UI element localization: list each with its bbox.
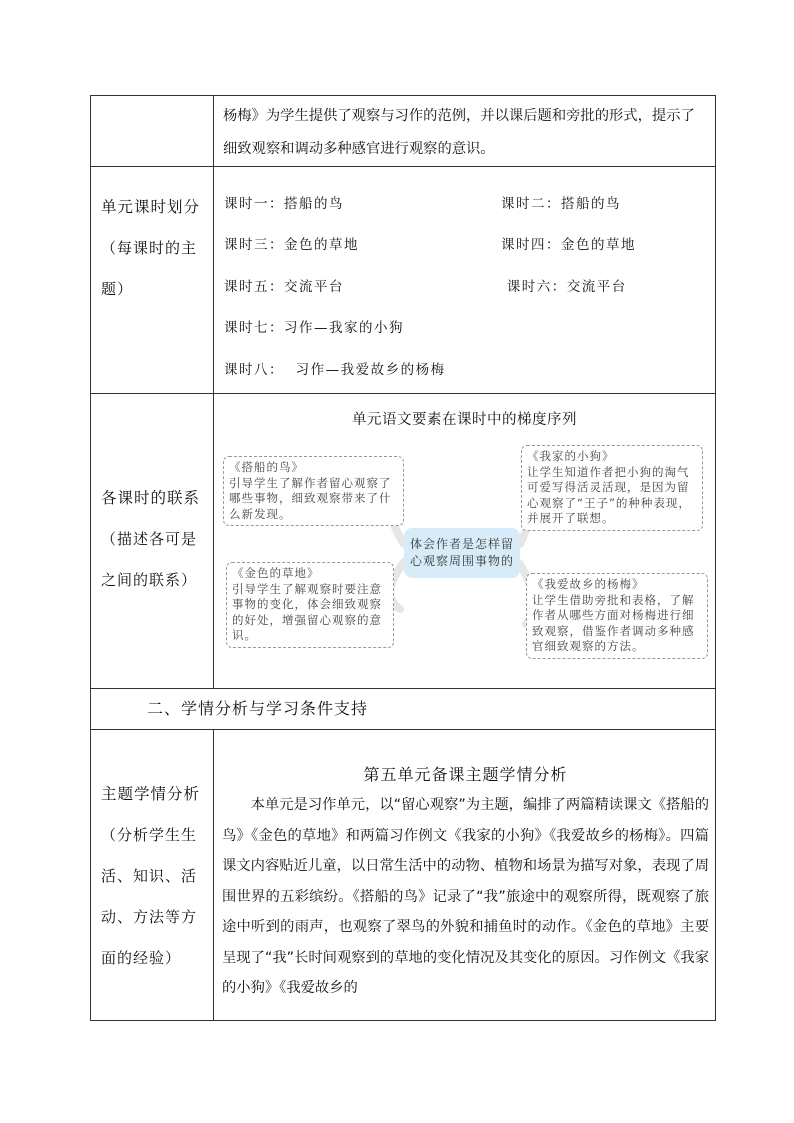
lesson-item: 课时三：金色的草地 <box>224 237 359 254</box>
mind-map-center-node: 体会作者是怎样留心观察周围事物的 <box>404 528 520 578</box>
row-label: 各课时的联系 <box>101 489 201 507</box>
node-text: 让学生借助旁批和表格，了解作者从哪些方面对杨梅进行细致观察，借鉴作者调动多种感官细致观察的方法。 <box>532 592 695 653</box>
lesson-item: 课时五：交流平台 <box>224 278 344 295</box>
lesson-row <box>224 223 709 265</box>
table-row <box>91 730 716 1021</box>
row-sublabel: （描述各可是之间的联系） <box>101 530 198 589</box>
analysis-title: 第五单元备课主题学情分析 <box>363 765 568 784</box>
lesson-item: 课时八： 习作—我爱故乡的杨梅 <box>224 361 446 378</box>
node-text: 让学生知道作者把小狗的淘气可爱写得活灵活现，是因为留心观察了“王子”的种种表现，并展开了联想。 <box>527 464 691 525</box>
mind-map-node <box>526 573 708 659</box>
lesson-item: 课时二：搭船的鸟 <box>501 195 621 212</box>
table-row <box>91 689 716 730</box>
content-cell <box>214 394 716 689</box>
table-row <box>91 96 716 167</box>
content-cell <box>214 167 716 394</box>
lesson-item: 课时七：习作—我家的小狗 <box>224 320 404 337</box>
node-text: 引导学生了解作者留心观察了哪些事物，细致观察带来了什么新发现。 <box>229 475 392 521</box>
label-cell <box>91 394 214 689</box>
lesson-row <box>224 306 709 348</box>
label-cell <box>91 730 214 1021</box>
table-row <box>91 167 716 394</box>
lesson-list <box>214 167 715 389</box>
node-title: 《我爱故乡的杨梅》 <box>532 577 645 591</box>
continued-text: 杨梅》为学生提供了观察与习作的范例，并以课后题和旁批的形式，提示了细致观察和调动多种感官进行观察的意识。 <box>223 108 695 157</box>
label-cell <box>91 167 214 394</box>
lesson-item: 课时四：金色的草地 <box>501 237 636 254</box>
table-row <box>91 394 716 689</box>
lesson-row <box>224 347 709 389</box>
mind-map-node <box>521 445 703 531</box>
lesson-item: 课时一：搭船的鸟 <box>224 195 344 212</box>
mind-map-node <box>226 562 394 648</box>
node-title: 《搭船的鸟》 <box>229 460 304 474</box>
node-text: 引导学生了解观察时要注意事物的变化，体会细致观察的好处，增强留心观察的意识。 <box>232 581 382 642</box>
plan-table <box>90 95 716 1021</box>
empty-label-cell <box>91 96 214 167</box>
node-title: 《金色的草地》 <box>232 566 320 580</box>
section-cell <box>91 689 716 730</box>
lesson-row <box>224 181 709 223</box>
lesson-row <box>224 264 709 306</box>
mind-map-node <box>223 456 404 526</box>
lesson-item: 课时六：交流平台 <box>501 278 627 295</box>
section-heading: 二、学情分析与学习条件支持 <box>147 699 369 718</box>
row-label: 主题学情分析 <box>101 785 201 803</box>
row-label: 单元课时划分 <box>101 198 201 216</box>
row-sublabel: （分析学生生活、知识、活动、方法等方面的经验） <box>101 826 198 967</box>
mind-map <box>214 394 715 688</box>
content-cell <box>214 96 716 167</box>
analysis-section <box>214 730 715 1004</box>
row-sublabel: （每课时的主题） <box>101 239 198 298</box>
analysis-body: 本单元是习作单元，以“留心观察”为主题，编排了两篇精读课文《搭船的鸟》《金色的草地》和两篇习作例文《我家的小狗》《我爱故乡的杨梅》。四篇课文内容贴近儿童，以日常生活中的动物、植物和场景为描写对象，表现了周围世界的五彩缤纷。《搭船的鸟》记录了“我”旅途中的观察所得，既观察了旅途中听到的雨声，也观察了翠鸟的外貌和捕鱼时的动作。《金色的草地》主要呈现了“我”长时间观察到的草地的变化情况及其变化的原因。习作例文《我家的小狗》《我爱故乡的 <box>222 797 709 996</box>
mind-map-title: 单元语文要素在课时中的梯度序列 <box>352 412 577 428</box>
node-title: 《我家的小狗》 <box>527 449 615 463</box>
content-cell <box>214 730 716 1021</box>
